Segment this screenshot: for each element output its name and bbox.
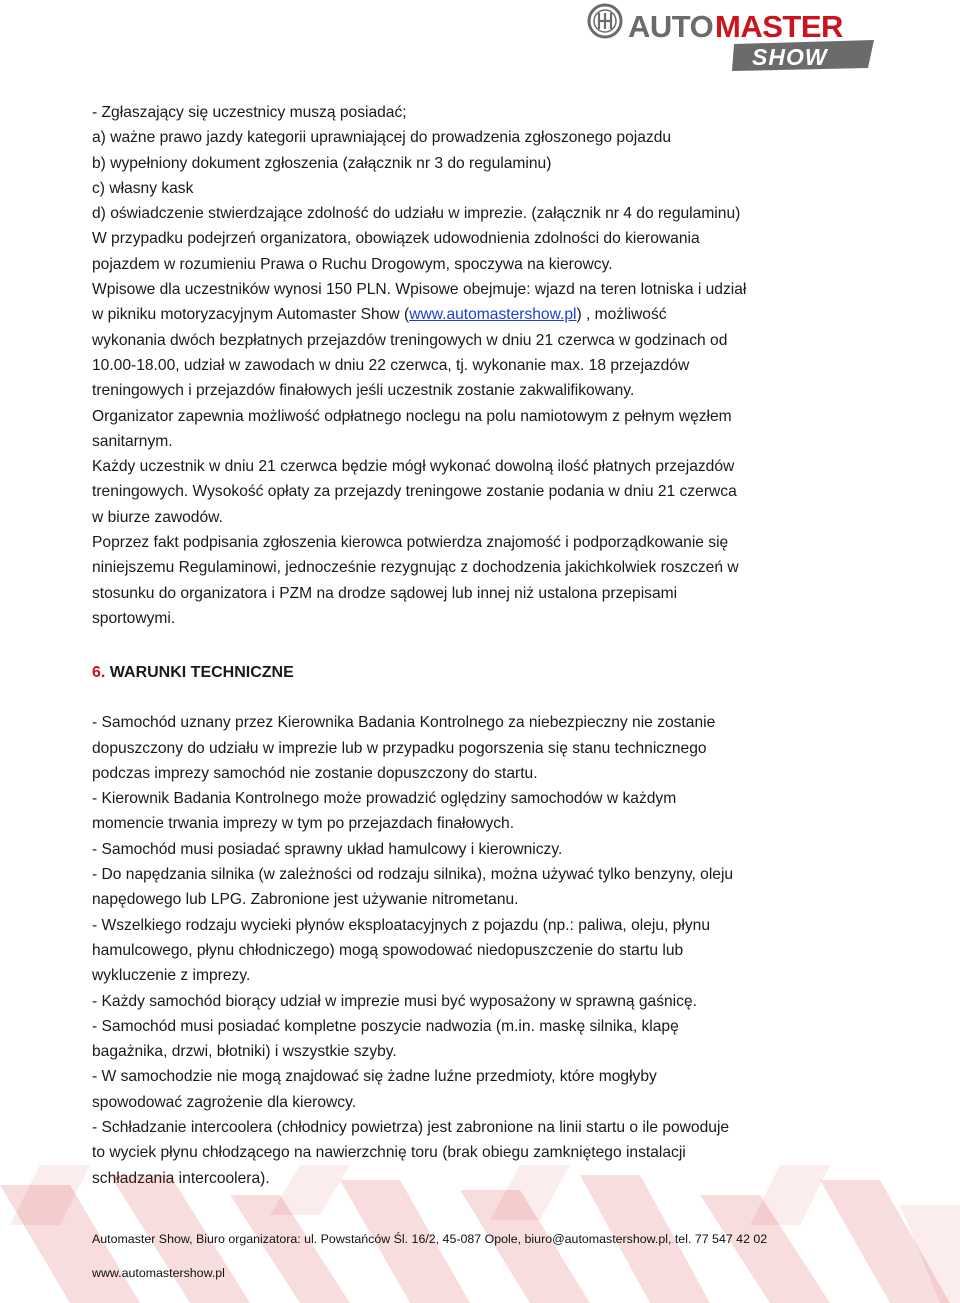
link-line-after: ) , możliwość [576,306,667,324]
text-line: a) ważne prawo jazdy kategorii uprawniającej do prowadzenia zgłoszonego pojazdu [92,129,672,147]
text-line: niniejszemu Regulaminowi, jednocześnie rezygnując z dochodzenia jakichkolwiek roszczeń w [92,559,739,577]
text-line: wykluczenie z imprezy. [92,967,251,985]
section-title-text: WARUNKI TECHNICZNE [105,664,294,682]
section-number: 6. [92,664,106,682]
text-line-with-link [92,302,892,327]
text-line: d) oświadczenie stwierdzające zdolność do udziału w imprezie. (załącznik nr 4 do regulaminu) [92,205,741,223]
text-line: sportowymi. [92,609,176,627]
text-line: - Zgłaszający się uczestnicy muszą posiadać; [92,104,407,121]
text-line: podczas imprezy samochód nie zostanie dopuszczony do startu. [92,764,538,782]
text-line: - Samochód musi posiadać sprawny układ hamulcowy i kierowniczy. [92,840,563,858]
text-line: momencie trwania imprezy w tym po przejazdach finałowych. [92,815,515,833]
text-line: - Wszelkiego rodzaju wycieki płynów eksploatacyjnych z pojazdu (np.: paliwa, oleju, płynu [92,916,710,934]
logo-word-auto: AUTO [628,9,714,44]
text-line: napędowego lub LPG. Zabronione jest używanie nitrometanu. [92,891,519,909]
website-link[interactable]: www.automastershow.pl [409,306,577,324]
text-line: dopuszczony do udziału w imprezie lub w przypadku pogorszenia się stanu technicznego [92,739,707,757]
section-heading [92,660,892,685]
text-line: Organizator zapewnia możliwość odpłatnego noclegu na polu namiotowym z pełnym węzłem [92,407,732,425]
text-line: Poprzez fakt podpisania zgłoszenia kierowca potwierdza znajomość i podporządkowanie się [92,534,729,552]
technical-conditions [92,710,892,1191]
text-line: wykonania dwóch bezpłatnych przejazdów treningowych w dniu 21 czerwca w godzinach od [92,331,728,349]
text-line: pojazdem w rozumieniu Prawa o Ruchu Drogowym, spoczywa na kierowcy. [92,255,613,273]
text-line: - Kierownik Badania Kontrolnego może prowadzić oględziny samochodów w każdym [92,790,677,808]
text-line: - Samochód musi posiadać kompletne poszycie nadwozia (m.in. maskę silnika, klapę [92,1017,679,1035]
text-line: w biurze zawodów. [92,508,223,526]
text-line: W przypadku podejrzeń organizatora, obowiązek udowodnienia zdolności do kierowania [92,230,700,248]
logo-word-show: SHOW [752,44,828,70]
text-line: treningowych. Wysokość opłaty za przejazdy treningowe zostanie podania w dniu 21 czerwca [92,483,737,501]
text-line: - Schładzanie intercoolera (chłodnicy powietrza) jest zabronione na linii startu o ile powoduje [92,1118,730,1136]
logo-graphic [584,0,884,78]
text-line: treningowych i przejazdów finałowych jeśli uczestnik zostanie zakwalifikowany. [92,382,635,400]
text-line: Wpisowe dla uczestników wynosi 150 PLN. Wpisowe obejmuje: wjazd na teren lotniska i udział [92,281,747,299]
text-line: c) własny kask [92,179,194,197]
text-line: spowodować zagrożenie dla kierowcy. [92,1093,357,1111]
footer-address: Automaster Show, Biuro organizatora: ul. Powstańców Śl. 16/2, 45-087 Opole, biuro@automastershow.pl, tel. 77 547 42 02 [92,1232,768,1246]
text-line: hamulcowego, płynu chłodniczego) mogą spowodować niedopuszczenie do startu lub [92,941,684,959]
text-line: sanitarnym. [92,432,173,450]
text-line: stosunku do organizatora i PZM na drodze sądowej lub innej niż ustalona przepisami [92,584,678,602]
text-line: Każdy uczestnik w dniu 21 czerwca będzie mógł wykonać dowolną ilość płatnych przejazdów [92,458,735,476]
text-line: to wyciek płynu chłodzącego na nawierzchnię toru (brak obiegu zamkniętego instalacji [92,1144,686,1162]
text-line: bagażnika, drzwi, błotniki) i wszystkie szyby. [92,1043,397,1061]
text-line: 10.00-18.00, udział w zawodach w dniu 22 czerwca, tj. wykonanie max. 18 przejazdów [92,356,690,374]
text-line: - Każdy samochód biorący udział w imprezie musi być wyposażony w sprawną gaśnicę. [92,992,697,1010]
text-line: b) wypełniony dokument zgłoszenia (załącznik nr 3 do regulaminu) [92,154,552,172]
link-line-before: w pikniku motoryzacyjnym Automaster Show ( [92,306,410,324]
logo-show-banner [732,40,874,71]
gearshift-icon [589,5,621,37]
text-line: - Samochód uznany przez Kierownika Badania Kontrolnego za niebezpieczny nie zostanie [92,714,716,732]
entry-requirements [92,100,892,631]
footer-website[interactable]: www.automastershow.pl [92,1266,225,1280]
text-line: - W samochodzie nie mogą znajdować się żadne luźne przedmioty, które mogłyby [92,1068,657,1086]
text-line: schładzania intercoolera). [92,1169,270,1187]
regulation-body [92,100,892,1191]
logo-word-master: MASTER [715,9,843,44]
text-line: - Do napędzania silnika (w zależności od rodzaju silnika), można używać tylko benzyny, oleju [92,866,734,884]
automaster-show-logo [584,0,884,78]
